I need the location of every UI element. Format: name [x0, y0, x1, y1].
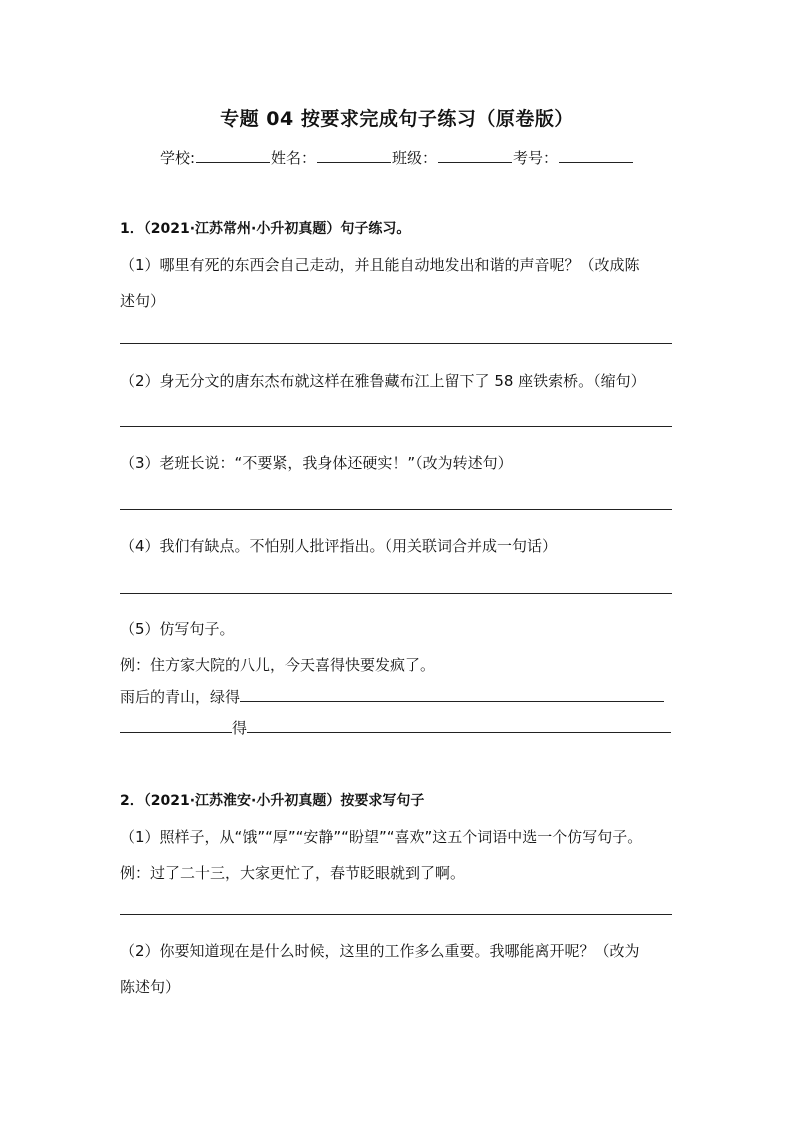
q1-sub2-answer-line[interactable] [120, 426, 672, 427]
q1-sub1-text-cont: 述句） [120, 292, 166, 310]
class-blank[interactable] [438, 148, 512, 163]
school-blank[interactable] [196, 148, 270, 163]
q1-sub3-answer-line[interactable] [120, 509, 672, 510]
page-title: 专题 04 按要求完成句子练习（原卷版） [220, 108, 574, 130]
school-label: 学校: [159, 149, 195, 167]
q1-example: 例：住方家大院的八儿，今天喜得快要发疯了。 [120, 656, 436, 674]
number-label: 考号： [513, 149, 559, 167]
q1-sub4-answer-line[interactable] [120, 593, 672, 594]
q2-sub1-answer-line[interactable] [120, 914, 672, 915]
q1-sub1-answer-line[interactable] [120, 343, 672, 344]
q2-sub2-text-cont: 陈述句） [120, 978, 181, 996]
student-info-row [0, 147, 794, 168]
q1-sub1-text: （1）哪里有死的东西会自己走动，并且能自动地发出和谐的声音呢？（改成陈 [120, 256, 640, 274]
q1-sub5-text: （5）仿写句子。 [120, 620, 235, 638]
q1-fill-blank-3[interactable] [247, 717, 671, 733]
question-1-header: 1．（2021·江苏常州·小升初真题）句子练习。 [120, 221, 411, 237]
name-label: 姓名： [271, 149, 317, 167]
q1-fill-middle: 得 [232, 719, 248, 737]
class-label: 班级： [392, 149, 438, 167]
q1-sub3-text: （3）老班长说：“不要紧，我身体还硬实！”（改为转述句） [120, 454, 513, 472]
q1-fill-row-2 [120, 717, 671, 738]
q1-sub4-text: （4）我们有缺点。不怕别人批评指出。（用关联词合并成一句话） [120, 537, 558, 555]
q2-sub2-text: （2）你要知道现在是什么时候，这里的工作多么重要。我哪能离开呢？（改为 [120, 942, 640, 960]
name-blank[interactable] [317, 148, 391, 163]
question-2-header: 2．（2021·江苏淮安·小升初真题）按要求写句子 [120, 793, 425, 809]
q1-sub2-text: （2）身无分文的唐东杰布就这样在雅鲁藏布江上留下了 58 座铁索桥。（缩句） [120, 372, 646, 390]
number-blank[interactable] [559, 148, 633, 163]
q1-fill-blank-1[interactable] [240, 686, 664, 702]
q2-sub1-text: （1）照样子，从“饿”“厚”“安静”“盼望”“喜欢”这五个词语中选一个仿写句子。 [120, 828, 643, 846]
q2-example: 例：过了二十三，大家更忙了，春节眨眼就到了啊。 [120, 864, 466, 882]
q1-fill-blank-2[interactable] [120, 717, 232, 733]
q1-fill-row-1 [120, 686, 664, 707]
q1-fill-prefix: 雨后的青山，绿得 [120, 688, 241, 706]
